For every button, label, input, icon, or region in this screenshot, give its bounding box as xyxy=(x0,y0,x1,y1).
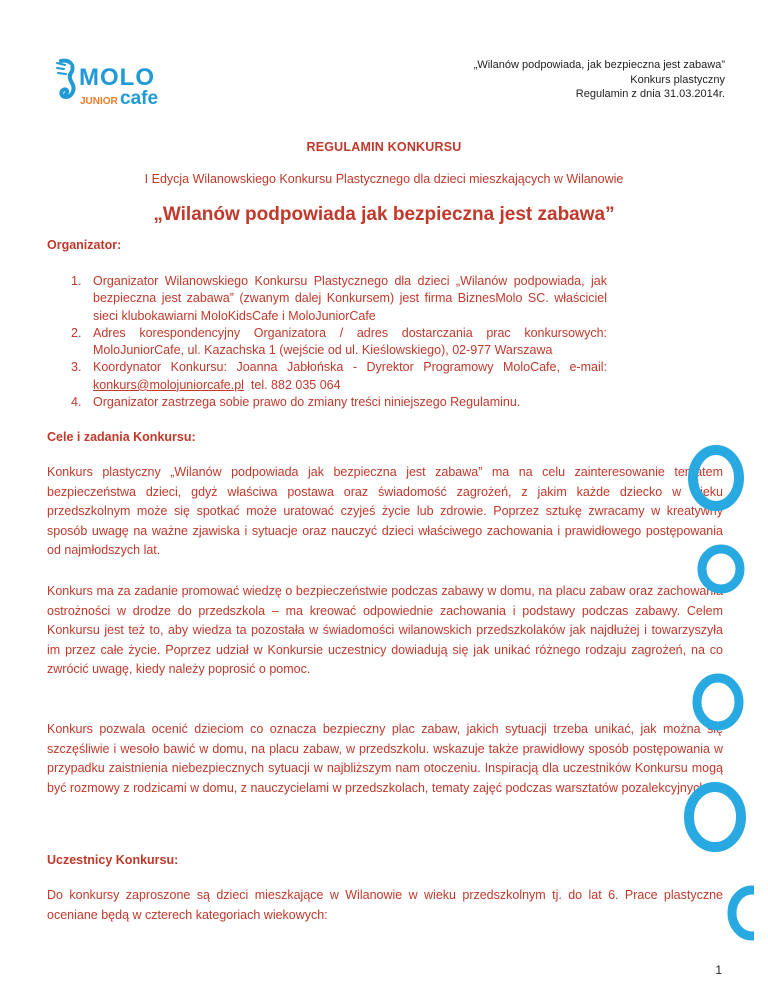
decorative-ring-icon xyxy=(682,780,748,854)
logo-molo-text: MOLO xyxy=(79,64,155,91)
email-link[interactable]: konkurs@molojuniorcafe.pl xyxy=(93,377,244,392)
list-item-text: Organizator Wilanowskiego Konkursu Plastycznego dla dzieci „Wilanów podpowiada, jak bezpieczna jest zabawa” (zwanym dalej Konkursem) jest firma BiznesMolo SC. właściciel sieci klubokawiarni MoloKidsCafe i MoloJuniorCafe xyxy=(93,274,607,323)
logo-cafe-text: cafe xyxy=(120,88,159,109)
decorative-ring-icon xyxy=(690,672,746,732)
organizer-heading: Organizator: xyxy=(47,238,122,252)
document-header xyxy=(474,58,725,102)
list-item xyxy=(47,325,607,360)
page-title: REGULAMIN KONKURSU xyxy=(306,140,462,154)
goals-paragraph-3: Konkurs pozwala ocenić dzieciom co oznacza bezpieczny plac zabaw, jakich sytuacji trzeba unikać, jak można się szczęśliwie i wesoło bawić w domu, na placu zabaw, w przedszkolu. wskazuje także prawidłowy sposób postępowania w przypadku zaistnienia niebezpiecznych sytuacji w najbliższym nam otoczeniu. Inspiracją dla uczestników Konkursu mogą być rozmowy z rodzicami w domu, z nauczycielami w przedszkolach, tematy zajęć podczas warsztatów pozalekcyjnych. xyxy=(47,722,723,795)
decorative-ring-icon xyxy=(686,443,746,513)
list-item xyxy=(47,359,607,394)
seahorse-icon xyxy=(57,61,74,97)
phone-text: tel. 882 035 064 xyxy=(243,377,341,392)
decorative-ring-icon xyxy=(695,543,747,595)
list-item xyxy=(47,394,607,411)
goals-heading: Cele i zadania Konkursu: xyxy=(47,430,196,444)
page-number: 1 xyxy=(715,963,722,977)
list-item-text: Koordynator Konkursu: Joanna Jabłońska - Dyrektor Programowy MoloCafe, e-mail: xyxy=(93,360,607,375)
list-item-number: 4. xyxy=(71,395,82,410)
goals-paragraph-2: Konkurs ma za zadanie promować wiedzę o bezpieczeństwie podczas zabawy w domu, na placu zabaw oraz zachowania ostrożności w drodze do przedszkola – ma kreować odpowiednie zachowania i podstawy podczas zabawy. Celem Konkursu jest też to, aby wiedza ta pozostała w świadomości wilanowskich przedszkolaków jak najdłużej i towarzyszyła im przez całe życie. Poprzez udział w Konkursie uczestnicy dowiadują się jak unikać różnego rodzaju zagrożeń, na co zwrócić uwagę, kiedy należy poprosić o pomoc. xyxy=(47,584,723,676)
list-item-text: Organizator zastrzega sobie prawo do zmiany treści niniejszego Regulaminu. xyxy=(93,395,521,410)
header-contest-type: Konkurs plastyczny xyxy=(630,73,725,86)
list-item-number: 1. xyxy=(71,274,82,288)
decorative-ring-icon xyxy=(724,884,754,942)
list-item-number: 3. xyxy=(71,360,82,375)
header-contest-name: „Wilanów podpowiada, jak bezpieczna jest zabawa” xyxy=(473,59,725,71)
list-item xyxy=(47,273,607,325)
logo-junior-text: JUNIOR xyxy=(80,96,118,107)
edition-subtitle: I Edycja Wilanowskiego Konkursu Plastycznego dla dzieci mieszkających w Wilanowie xyxy=(144,172,624,186)
participants-heading: Uczestnicy Konkursu: xyxy=(47,853,179,867)
organizer-list xyxy=(47,273,607,411)
list-item-text: Adres korespondencyjny Organizatora / adres dostarczania prac konkursowych: MoloJuniorCafe, ul. Kazachska 1 (wejście od ul. Kieślowskiego), 02-977 Warszawa xyxy=(93,325,607,358)
header-regulation-date: Regulamin z dnia 31.03.2014r. xyxy=(575,88,725,100)
goals-paragraph-1: Konkurs plastyczny „Wilanów podpowiada jak bezpieczna jest zabawa” ma na celu zainteresowanie tematem bezpieczeństwa dzieci, gdyż właściwa postawa oraz świadomość zagrożeń, z jakim każde dziecko w wieku przedszkolnym może się spotkać może uratować czyjeś życie lub zdrowie. Poprzez sztukę zwracamy w kreatywny sposób uwagę na ważne zjawiska i sytuacje oraz nauczyć dzieci właściwego zachowania i prawidłowego postępowania od najmłodszych lat. xyxy=(47,465,723,557)
list-item-number: 2. xyxy=(71,325,82,340)
contest-title: „Wilanów podpowiada jak bezpieczna jest zabawa” xyxy=(153,204,615,225)
molo-junior-cafe-logo xyxy=(47,57,175,109)
participants-paragraph: Do konkursy zaproszone są dzieci mieszkające w Wilanowie w wieku przedszkolnym tj. do lat 6. Prace plastyczne oceniane będą w czterech kategoriach wiekowych: xyxy=(47,888,723,922)
